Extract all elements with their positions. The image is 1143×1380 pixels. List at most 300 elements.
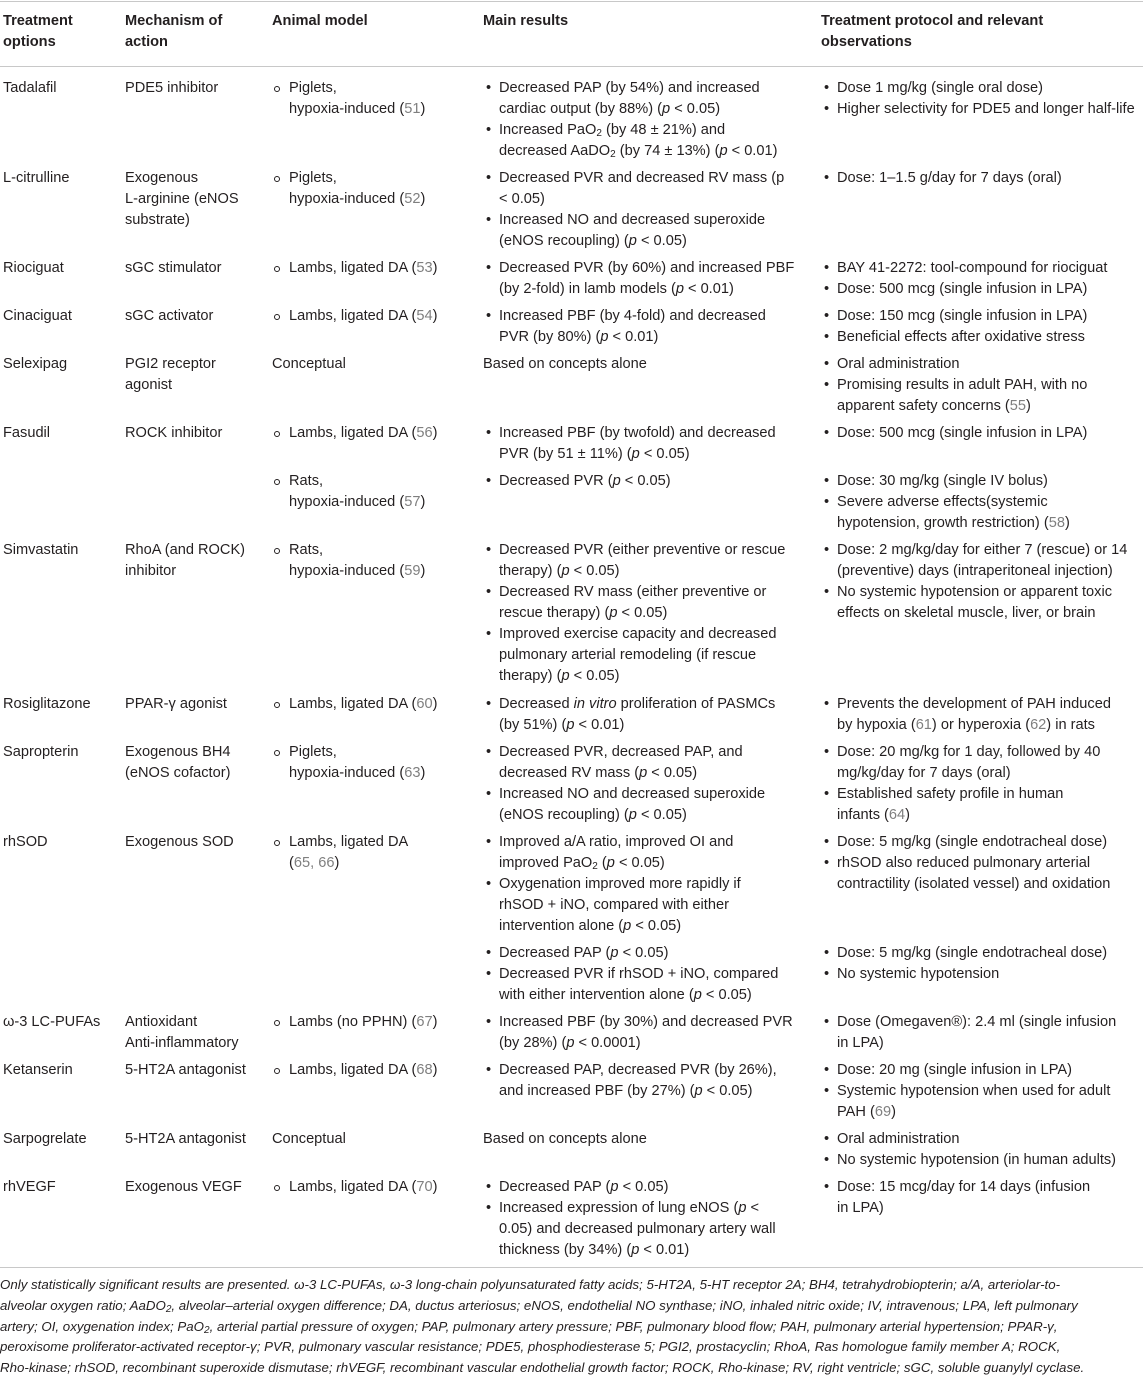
mechanism-of-action-line: Exogenous BH4 [125, 744, 231, 760]
animal-model: Conceptual [272, 356, 346, 372]
table-cell [483, 78, 777, 162]
table-cell [821, 540, 1127, 624]
table-cell [272, 471, 425, 513]
table-cell [821, 1129, 1116, 1171]
table-cell [272, 11, 368, 32]
mechanism-of-action [125, 540, 245, 582]
mechanism-of-action-line: sGC stimulator [125, 260, 222, 276]
header-mechanism-line: Mechanism of [125, 13, 223, 29]
table-cell [821, 694, 1111, 736]
main-results-item-line: • Decreased in vitro proliferation of PASMCs [499, 696, 776, 712]
treatment-protocol-item-line: • Prevents the development of PAH induced [837, 696, 1111, 712]
treatment-protocol-item [821, 853, 1110, 895]
main-results-item [483, 832, 741, 874]
animal-model-item [272, 1177, 437, 1198]
table-cell [272, 832, 408, 874]
treatment-protocol-item-line: • Dose: 2 mg/kg/day for either 7 (rescue) or 14 [837, 542, 1128, 558]
treatment-protocol-item-line: hypotension, growth restriction) (58) [837, 515, 1070, 531]
main-results-item-line: • Decreased PAP (by 54%) and increased [499, 80, 760, 96]
animal-model [272, 306, 437, 327]
table-cell [3, 423, 50, 444]
animal-model-item-line: Rats, [289, 542, 324, 558]
mechanism-of-action-line: Antioxidant [125, 1014, 198, 1030]
mechanism-of-action-line: RhoA (and ROCK) [125, 542, 246, 558]
mechanism-of-action-line: Exogenous VEGF [125, 1179, 242, 1195]
footnote-line: Only statistically significant results are presented. ω-3 LC-PUFAs, ω-3 long-chain polyunsaturated fatty acids; 5-HT2A, 5-HT receptor 2A; BH4, tetrahydrobiopterin; a/A, arteriolar-to- [0, 1277, 1061, 1292]
table-cell [272, 1012, 437, 1033]
animal-model-item-line: Lambs, ligated DA (54) [289, 308, 438, 324]
main-results-item [483, 582, 785, 624]
treatment-name: rhSOD [3, 834, 48, 850]
animal-model-item-line: Lambs, ligated DA (60) [289, 696, 438, 712]
table-cell [821, 471, 1070, 534]
main-results [483, 306, 766, 348]
mechanism-of-action-line: 5-HT2A antagonist [125, 1062, 246, 1078]
treatment-protocol-item [821, 423, 1087, 444]
main-results-item-line: thickness (by 34%) (p < 0.01) [499, 1242, 690, 1258]
main-results-item [483, 120, 777, 162]
treatment-protocol-item-line: • Dose: 150 mcg (single infusion in LPA) [837, 308, 1088, 324]
main-results-item-line: rescue therapy) (p < 0.05) [499, 605, 668, 621]
table-cell [821, 1012, 1116, 1054]
animal-model [272, 423, 437, 444]
header-animal [272, 11, 368, 32]
main-results-item-line: (by 2-fold) in lamb models (p < 0.01) [499, 281, 734, 297]
table-cell [125, 694, 227, 715]
treatment-name: Ketanserin [3, 1062, 73, 1078]
main-results-item [483, 784, 765, 826]
table-cell [821, 258, 1107, 300]
mechanism-of-action [125, 423, 222, 444]
main-results-item-line: • Decreased PAP (p < 0.05) [499, 945, 669, 961]
mechanism-of-action-line: PDE5 inhibitor [125, 80, 219, 96]
treatment-protocol-item [821, 540, 1127, 582]
table-bottom-rule [0, 1267, 1143, 1268]
mechanism-of-action-line: PPAR-γ agonist [125, 696, 227, 712]
treatment-protocol-item-line: • Oral administration [837, 1131, 960, 1147]
treatment-protocol-item [821, 279, 1107, 300]
main-results-item-line: • Decreased PVR and decreased RV mass (p [499, 170, 785, 186]
animal-model-item [272, 78, 425, 120]
animal-model-item [272, 540, 425, 582]
header-treatment [3, 11, 73, 53]
main-results-item-line: • Decreased PAP (p < 0.05) [499, 1179, 669, 1195]
animal-model [272, 694, 437, 715]
table-cell [3, 742, 78, 763]
animal-model [272, 471, 425, 513]
table-cell [3, 354, 67, 375]
treatment-protocol-item-line: • Dose: 5 mg/kg (single endotracheal dose) [837, 945, 1108, 961]
animal-model-item-line: hypoxia-induced (52) [289, 191, 426, 207]
main-results-item [483, 943, 778, 964]
treatment-protocol [821, 78, 1135, 120]
main-results-item-line: • Decreased PVR (p < 0.05) [499, 473, 671, 489]
animal-model-item [272, 306, 437, 327]
main-results-item [483, 742, 765, 784]
table-cell [3, 832, 48, 853]
header-treatment-line: Treatment [3, 13, 73, 29]
table-cell [483, 258, 794, 300]
animal-model-item [272, 1012, 437, 1033]
animal-model [272, 742, 425, 784]
main-results-item [483, 78, 777, 120]
animal-model-item-line: Rats, [289, 473, 324, 489]
main-results [483, 694, 775, 736]
main-results [483, 423, 776, 465]
animal-model-item-line: (65, 66) [289, 855, 340, 871]
treatment-protocol-item-line: • No systemic hypotension [837, 966, 1000, 982]
main-results-item [483, 1060, 777, 1102]
table-cell [483, 694, 775, 736]
table-cell [125, 1060, 246, 1081]
treatment-protocol-item [821, 306, 1087, 327]
treatment-protocol [821, 1129, 1116, 1171]
header-protocol-line: observations [821, 34, 912, 50]
treatment-protocol-item-line: in LPA) [837, 1035, 884, 1051]
animal-model: Conceptual [272, 1131, 346, 1147]
main-results-item-line: • Decreased PVR (either preventive or rescue [499, 542, 786, 558]
mechanism-of-action [125, 78, 218, 99]
main-results-item-line: therapy) (p < 0.05) [499, 668, 620, 684]
main-results [483, 943, 778, 1006]
animal-model-item [272, 742, 425, 784]
main-results: Based on concepts alone [483, 356, 647, 372]
treatment-name: Cinaciguat [3, 308, 72, 324]
table-cell [821, 1060, 1110, 1123]
table-cell [125, 423, 222, 444]
table-cell [3, 11, 73, 53]
treatment-protocol-item-line: apparent safety concerns (55) [837, 398, 1031, 414]
main-results-item [483, 423, 776, 465]
treatment-protocol-item [821, 784, 1100, 826]
table-cell [821, 306, 1087, 348]
table-cell [821, 832, 1110, 895]
treatment-protocol-item-line: • Dose: 15 mcg/day for 14 days (infusion [837, 1179, 1091, 1195]
treatment-protocol [821, 1177, 1090, 1219]
header-animal-line: Animal model [272, 13, 368, 29]
animal-model-item-line: Piglets, [289, 80, 337, 96]
main-results-item-line: 0.05) and decreased pulmonary artery wall [499, 1221, 776, 1237]
mechanism-of-action [125, 168, 239, 231]
treatment-protocol-item-line: effects on skeletal muscle, liver, or brain [837, 605, 1096, 621]
treatment-protocol-item [821, 99, 1135, 120]
main-results-item [483, 306, 766, 348]
treatment-name: Tadalafil [3, 80, 57, 96]
treatment-protocol-item [821, 258, 1107, 279]
table-cell [483, 471, 671, 492]
treatment-protocol-item-line: • Dose: 500 mcg (single infusion in LPA) [837, 425, 1088, 441]
header-protocol [821, 11, 1043, 53]
table-cell [125, 1177, 242, 1198]
header-treatment-line: options [3, 34, 56, 50]
table-cell [125, 1012, 239, 1054]
main-results-item-line: decreased AaDO$_2$ (by 74 ± 13%) (p < 0.01) [499, 143, 778, 160]
treatment-protocol [821, 258, 1107, 300]
main-results-item-line: • Decreased PVR if rhSOD + iNO, compared [499, 966, 779, 982]
main-results [483, 1177, 776, 1261]
table-cell [125, 742, 230, 784]
table-cell [483, 306, 766, 348]
mechanism-of-action-line: PGI2 receptor [125, 356, 216, 372]
table-cell [483, 1177, 776, 1261]
main-results-item-line: improved PaO$_2$ (p < 0.05) [499, 855, 665, 872]
table-cell [272, 306, 437, 327]
treatment-protocol [821, 694, 1111, 736]
treatment-protocol-item-line: • Dose: 30 mg/kg (single IV bolus) [837, 473, 1048, 489]
main-results-item-line: (eNOS recoupling) (p < 0.05) [499, 233, 687, 249]
table-cell [125, 1129, 246, 1150]
main-results-item-line: < 0.05) [499, 191, 545, 207]
table-cell [821, 742, 1100, 826]
main-results-item-line: • Increased NO and decreased superoxide [499, 212, 766, 228]
treatment-protocol-item-line: • Dose: 20 mg (single infusion in LPA) [837, 1062, 1072, 1078]
table-cell [272, 1129, 346, 1150]
footnote-line: peroxisome proliferator-activated receptor-γ; PVR, pulmonary vascular resistance; PDE5, phosphodiesterase 5; PGI2, prostacyclin; RhoA, Ras homologue family member A; ROCK, [0, 1339, 1061, 1355]
main-results [483, 1060, 777, 1102]
main-results [483, 832, 741, 937]
treatment-protocol-item [821, 582, 1127, 624]
table-cell [272, 354, 346, 375]
treatment-protocol-item [821, 354, 1087, 375]
table-cell [125, 168, 239, 231]
treatment-protocol-item [821, 1012, 1116, 1054]
treatment-protocol-item [821, 1060, 1110, 1081]
header-protocol-line: Treatment protocol and relevant [821, 13, 1044, 29]
table-cell [272, 78, 425, 120]
table-cell [483, 832, 741, 937]
main-results-item-line: (eNOS recoupling) (p < 0.05) [499, 807, 687, 823]
treatment-protocol [821, 943, 1107, 985]
animal-model [272, 258, 437, 279]
table-cell [483, 354, 647, 375]
header-mechanism-line: action [125, 34, 168, 50]
treatment-protocol-item-line: • rhSOD also reduced pulmonary arterial [837, 855, 1091, 871]
animal-model-item [272, 471, 425, 513]
treatment-protocol-item [821, 471, 1070, 492]
animal-model [272, 78, 425, 120]
main-results: Based on concepts alone [483, 1131, 647, 1147]
main-results [483, 258, 794, 300]
treatment-protocol [821, 354, 1087, 417]
table-cell [821, 1177, 1090, 1219]
main-results-item [483, 694, 775, 736]
footnote-line: artery; OI, oxygenation index; PaO$_2$, arterial partial pressure of oxygen; PAP, pulmonary artery pressure; PBF, pulmonary blood flow; PAH, pulmonary arterial hypertension; PPAR-γ, [0, 1318, 1058, 1336]
main-results [483, 471, 671, 492]
table-cell [3, 1177, 56, 1198]
table-cell [125, 832, 234, 853]
animal-model [272, 1012, 437, 1033]
table-cell [821, 423, 1087, 444]
animal-model-item-line: hypoxia-induced (51) [289, 101, 426, 117]
table-cell [821, 943, 1107, 985]
main-results-item [483, 1012, 793, 1054]
treatment-protocol-item-line: • Systemic hypotension when used for adult [837, 1083, 1111, 1099]
table-cell [483, 11, 568, 32]
table-cell [3, 78, 57, 99]
treatment-protocol-item-line: • Higher selectivity for PDE5 and longer half-life [837, 101, 1135, 117]
table-cell [272, 1060, 437, 1081]
treatment-protocol-item-line: • Established safety profile in human [837, 786, 1064, 802]
treatment-protocol-item-line: • Promising results in adult PAH, with no [837, 377, 1088, 393]
main-results-item-line: • Oxygenation improved more rapidly if [499, 876, 741, 892]
mechanism-of-action [125, 742, 230, 784]
treatment-protocol-item-line: (preventive) days (intraperitoneal injection) [837, 563, 1113, 579]
main-results-item-line: • Decreased PAP, decreased PVR (by 26%), [499, 1062, 777, 1078]
mechanism-of-action-line: (eNOS cofactor) [125, 765, 231, 781]
header-mechanism [125, 11, 222, 53]
main-results-item-line: (by 51%) (p < 0.01) [499, 717, 625, 733]
animal-model-item-line: hypoxia-induced (63) [289, 765, 426, 781]
treatment-protocol-item [821, 168, 1062, 189]
animal-model-item-line: hypoxia-induced (59) [289, 563, 426, 579]
animal-model [272, 832, 408, 874]
mechanism-of-action-line: Anti-inflammatory [125, 1035, 239, 1051]
table-cell [3, 168, 70, 189]
main-results [483, 742, 765, 826]
table-cell [125, 540, 245, 582]
treatment-protocol-item-line: • No systemic hypotension (in human adults) [837, 1152, 1117, 1168]
treatment-protocol [821, 168, 1062, 189]
main-results-item-line: • Increased NO and decreased superoxide [499, 786, 766, 802]
main-results-item [483, 964, 778, 1006]
treatment-protocol-item [821, 832, 1110, 853]
main-results-item-line: • Improved exercise capacity and decreased [499, 626, 777, 642]
table-cell [483, 168, 784, 252]
table-cell [272, 258, 437, 279]
treatment-protocol-item [821, 1081, 1110, 1123]
treatment-protocol-item-line: • Dose: 20 mg/kg for 1 day, followed by 40 [837, 744, 1101, 760]
mechanism-of-action-line: 5-HT2A antagonist [125, 1131, 246, 1147]
main-results-item-line: PVR (by 80%) (p < 0.01) [499, 329, 659, 345]
animal-model-item [272, 168, 425, 210]
main-results-item [483, 210, 784, 252]
animal-model-item [272, 258, 437, 279]
animal-model-item [272, 423, 437, 444]
main-results-item-line: • Decreased PVR, decreased PAP, and [499, 744, 743, 760]
treatment-protocol-item-line: mg/kg/day for 7 days (oral) [837, 765, 1011, 781]
main-results-item-line: • Increased expression of lung eNOS (p < [499, 1200, 760, 1216]
footnote-line: alveolar oxygen ratio; AaDO$_2$, alveolar–arterial oxygen difference; DA, ductus arteriosus; eNOS, endothelial NO synthase; iNO, inhaled nitric oxide; IV, intravenous; LPA, left pulmonary [0, 1297, 1078, 1315]
mechanism-of-action-line: L-arginine (eNOS [125, 191, 239, 207]
treatment-protocol-item [821, 742, 1100, 784]
main-results-item [483, 540, 785, 582]
header-results [483, 11, 568, 32]
treatment-name: Fasudil [3, 425, 51, 441]
treatment-name: rhVEGF [3, 1179, 56, 1195]
main-results [483, 540, 785, 687]
animal-model [272, 540, 425, 582]
animal-model-item-line: Piglets, [289, 170, 337, 186]
mechanism-of-action [125, 1129, 246, 1150]
table-cell [821, 354, 1087, 417]
mechanism-of-action-line: sGC activator [125, 308, 214, 324]
header-rule [0, 66, 1143, 67]
main-results [483, 1012, 793, 1054]
table-cell [483, 1129, 647, 1150]
treatment-protocol-item-line: PAH (69) [837, 1104, 896, 1120]
treatment-name: Rosiglitazone [3, 696, 91, 712]
treatment-protocol [821, 423, 1087, 444]
treatment-protocol-item-line: • BAY 41-2272: tool-compound for riociguat [837, 260, 1108, 276]
table-cell [483, 742, 765, 826]
treatment-protocol-item-line: contractility (isolated vessel) and oxidation [837, 876, 1111, 892]
mechanism-of-action-line: Exogenous SOD [125, 834, 234, 850]
mechanism-of-action [125, 1012, 239, 1054]
treatment-name: ω-3 LC-PUFAs [3, 1014, 101, 1030]
treatment-protocol [821, 742, 1100, 826]
animal-model-item-line: Lambs, ligated DA (53) [289, 260, 438, 276]
main-results-item-line: • Increased PBF (by twofold) and decreased [499, 425, 776, 441]
mechanism-of-action-line: Exogenous [125, 170, 199, 186]
main-results-item [483, 624, 785, 687]
table-cell [125, 11, 222, 53]
header-results-line: Main results [483, 13, 569, 29]
table-cell [125, 354, 216, 396]
table-cell [821, 168, 1062, 189]
animal-model-item [272, 694, 437, 715]
mechanism-of-action [125, 832, 234, 853]
main-results-item [483, 471, 671, 492]
mechanism-of-action [125, 1177, 242, 1198]
animal-model-item-line: Lambs, ligated DA (56) [289, 425, 438, 441]
main-results-item-line: • Decreased RV mass (either preventive or [499, 584, 767, 600]
main-results-item-line: PVR (by 51 ± 11%) (p < 0.05) [499, 446, 690, 462]
table-cell [483, 1012, 793, 1054]
main-results-item-line: decreased RV mass (p < 0.05) [499, 765, 698, 781]
treatment-protocol-item-line: • No systemic hypotension or apparent toxic [837, 584, 1112, 600]
table-cell [272, 694, 437, 715]
mechanism-of-action [125, 306, 213, 327]
table-cell [3, 1060, 73, 1081]
treatment-protocol-item-line: • Severe adverse effects(systemic [837, 494, 1048, 510]
table-cell [3, 694, 91, 715]
table-cell [3, 258, 64, 279]
main-results-item-line: • Increased PBF (by 4-fold) and decreased [499, 308, 766, 324]
footnote-line: Rho-kinase; rhSOD, recombinant superoxide dismutase; rhVEGF, recombinant vascular endothelial growth factor; ROCK, Rho-kinase; RV, right ventricle; sGC, soluble guanylyl cyclase. [0, 1360, 1085, 1376]
treatment-protocol [821, 832, 1110, 895]
treatment-protocol [821, 306, 1087, 348]
main-results-item-line: pulmonary arterial remodeling (if rescue [499, 647, 757, 663]
main-results-item-line: • Increased PaO$_2$ (by 48 ± 21%) and [499, 122, 726, 139]
treatment-name: Sapropterin [3, 744, 79, 760]
table-cell [272, 168, 425, 210]
table-cell [272, 742, 425, 784]
table-cell [483, 540, 785, 687]
animal-model-item-line: Piglets, [289, 744, 337, 760]
main-results-item [483, 168, 784, 210]
animal-model-item [272, 1060, 437, 1081]
main-results-item [483, 258, 794, 300]
main-results-item-line: • Improved a/A ratio, improved OI and [499, 834, 734, 850]
table-cell [821, 78, 1135, 120]
treatment-name: Selexipag [3, 356, 68, 372]
animal-model-item-line: Lambs, ligated DA (70) [289, 1179, 438, 1195]
treatment-protocol-item [821, 375, 1087, 417]
treatment-protocol-item [821, 694, 1111, 736]
table-cell [272, 1177, 437, 1198]
treatment-protocol-item-line: • Oral administration [837, 356, 960, 372]
treatment-protocol-item [821, 1177, 1090, 1219]
treatment-name: Simvastatin [3, 542, 79, 558]
main-results-item-line: and increased PBF (by 27%) (p < 0.05) [499, 1083, 753, 1099]
table-cell [3, 306, 72, 327]
treatment-protocol-item-line: • Beneficial effects after oxidative stress [837, 329, 1085, 345]
treatment-name: Riociguat [3, 260, 64, 276]
animal-model-item [272, 832, 408, 874]
table-cell [125, 78, 218, 99]
mechanism-of-action-line: substrate) [125, 212, 190, 228]
table-footnote [0, 1275, 1143, 1379]
